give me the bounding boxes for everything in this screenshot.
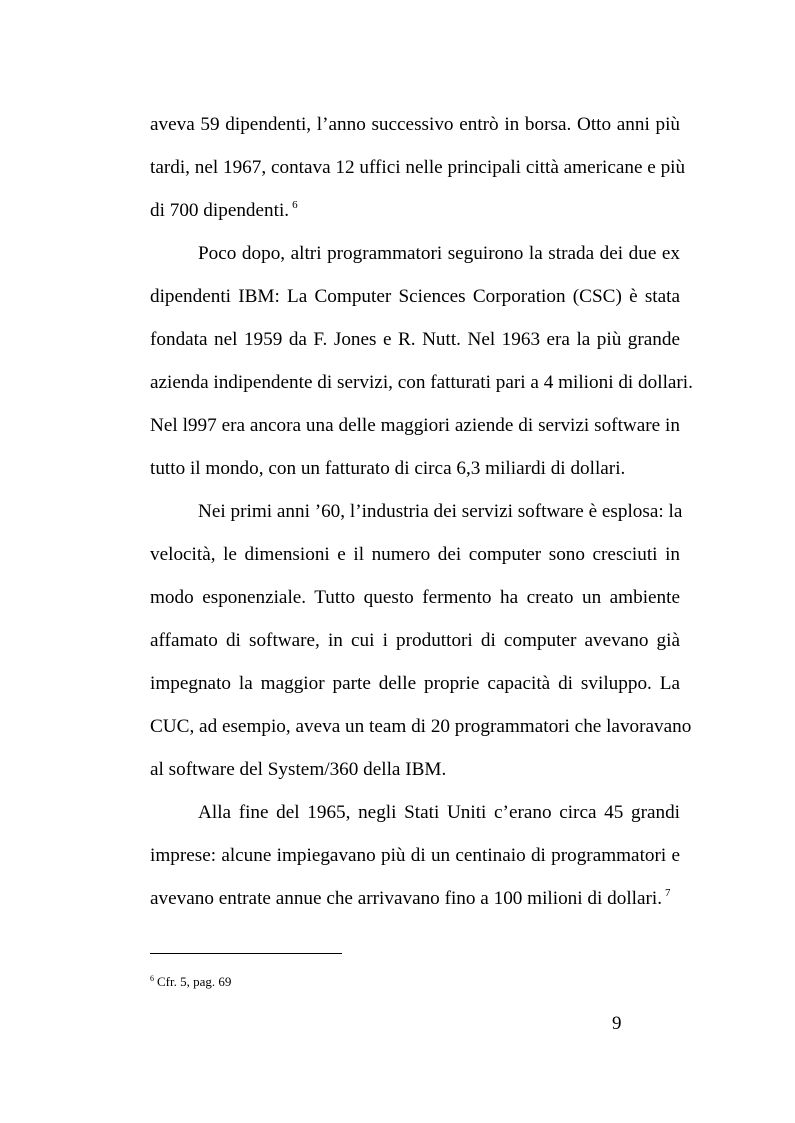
text-line: imprese: alcune impiegavano più di un centinaio di programmatori e xyxy=(150,845,680,866)
text-line: impegnato la maggior parte delle proprie capacità di sviluppo. La xyxy=(150,673,680,694)
footnote-reference: 7 xyxy=(665,887,671,899)
text-line: fondata nel 1959 da F. Jones e R. Nutt. Nel 1963 era la più grande xyxy=(150,329,680,350)
text-line xyxy=(150,199,680,223)
text-line: modo esponenziale. Tutto questo fermento ha creato un ambiente xyxy=(150,587,680,608)
text-line: tutto il mondo, con un fatturato di circa 6,3 miliardi di dollari. xyxy=(150,458,626,479)
text-line: al software del System/360 della IBM. xyxy=(150,759,447,780)
text-line: Nel l997 era ancora una delle maggiori aziende di servizi software in xyxy=(150,415,680,436)
text-line: Alla fine del 1965, negli Stati Uniti c’erano circa 45 grandi xyxy=(198,802,680,823)
page-number: 9 xyxy=(612,1013,622,1034)
footnote-divider xyxy=(150,953,342,954)
footnote-reference: 6 xyxy=(292,199,298,211)
text-line: affamato di software, in cui i produttori di computer avevano già xyxy=(150,630,680,651)
text-line: tardi, nel 1967, contava 12 uffici nelle principali città americane e più xyxy=(150,157,686,178)
footnote-marker: 6 xyxy=(150,974,154,983)
text-line: Poco dopo, altri programmatori seguirono la strada dei due ex xyxy=(198,243,680,264)
footnote-text: Cfr. 5, pag. 69 xyxy=(157,974,232,989)
text-line: Nei primi anni ’60, l’industria dei servizi software è esplosa: la xyxy=(198,501,683,522)
text-line: azienda indipendente di servizi, con fatturati pari a 4 milioni di dollari. xyxy=(150,372,693,393)
text-line: velocità, le dimensioni e il numero dei computer sono cresciuti in xyxy=(150,544,680,565)
footnote xyxy=(150,973,231,991)
text-line: CUC, ad esempio, aveva un team di 20 programmatori che lavoravano xyxy=(150,716,692,737)
text-line-content: avevano entrate annue che arrivavano fino a 100 milioni di dollari. xyxy=(150,888,663,909)
text-line-content: di 700 dipendenti. xyxy=(150,200,290,221)
text-line: aveva 59 dipendenti, l’anno successivo entrò in borsa. Otto anni più xyxy=(150,114,680,135)
text-line xyxy=(150,887,680,911)
text-line: dipendenti IBM: La Computer Sciences Corporation (CSC) è stata xyxy=(150,286,680,307)
